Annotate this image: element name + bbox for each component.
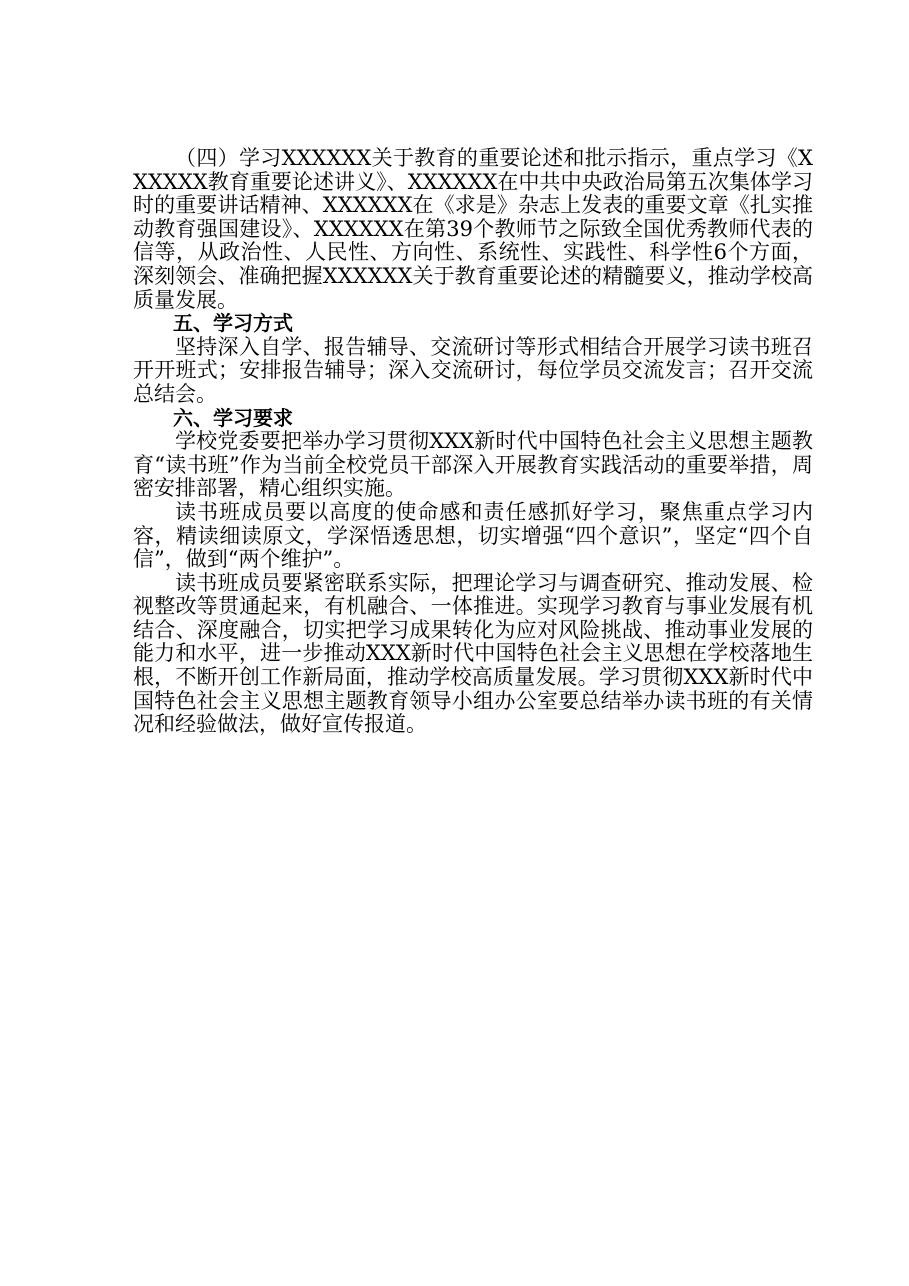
section-heading-study-method: 五、学习方式: [173, 311, 293, 336]
section-heading-study-requirements: 六、学习要求: [173, 405, 293, 430]
paragraph-requirement-members-practice: 读书班成员要紧密联系实际，把理论学习与调查研究、推动发展、检视整改等贯通起来，有机融合、一体推进。实现学习教育与事业发展有机结合、深度融合，切实把学习成果转化为应对风险挑战、推动事业发展的能力和水平，进一步推动XXX新时代中国特色社会主义思想在学校落地生根，不断开创工作新局面，推动学校高质量发展。学习贯彻XXX新时代中国特色社会主义思想主题教育领导小组办公室要总结举办读书班的有关情况和经验做法，做好宣传报道。: [133, 570, 813, 737]
paragraph-requirement-members-study: 读书班成员要以高度的使命感和责任感抓好学习，聚焦重点学习内容，精读细读原文，学深悟透思想，切实增强“四个意识”，坚定“四个自信”，做到“两个维护”。: [133, 499, 813, 572]
document-body: [133, 147, 813, 737]
paragraph-study-method: 坚持深入自学、报告辅导、交流研讨等形式相结合开展学习读书班召开开班式；安排报告辅导；深入交流研讨，每位学员交流发言；召开交流总结会。: [133, 334, 813, 406]
paragraph-study-content-4: （四）学习XXXXXX关于教育的重要论述和批示指示，重点学习《XXXXXX教育重要论述讲义》、XXXXXX在中共中央政治局第五次集体学习时的重要讲话精神、XXXXXX在《求是》杂志上发表的重要文章《扎实推动教育强国建设》、XXXXXX在第39个教师节之际致全国优秀教师代表的信等，从政治性、人民性、方向性、系统性、实践性、科学性6个方面，深刻领会、准确把握XXXXXX关于教育重要论述的精髓要义，推动学校高质量发展。: [133, 146, 813, 312]
paragraph-requirement-party-committee: 学校党委要把举办学习贯彻XXX新时代中国特色社会主义思想主题教育“读书班”作为当前全校党员干部深入开展教育实践活动的重要举措，周密安排部署，精心组织实施。: [133, 429, 813, 501]
